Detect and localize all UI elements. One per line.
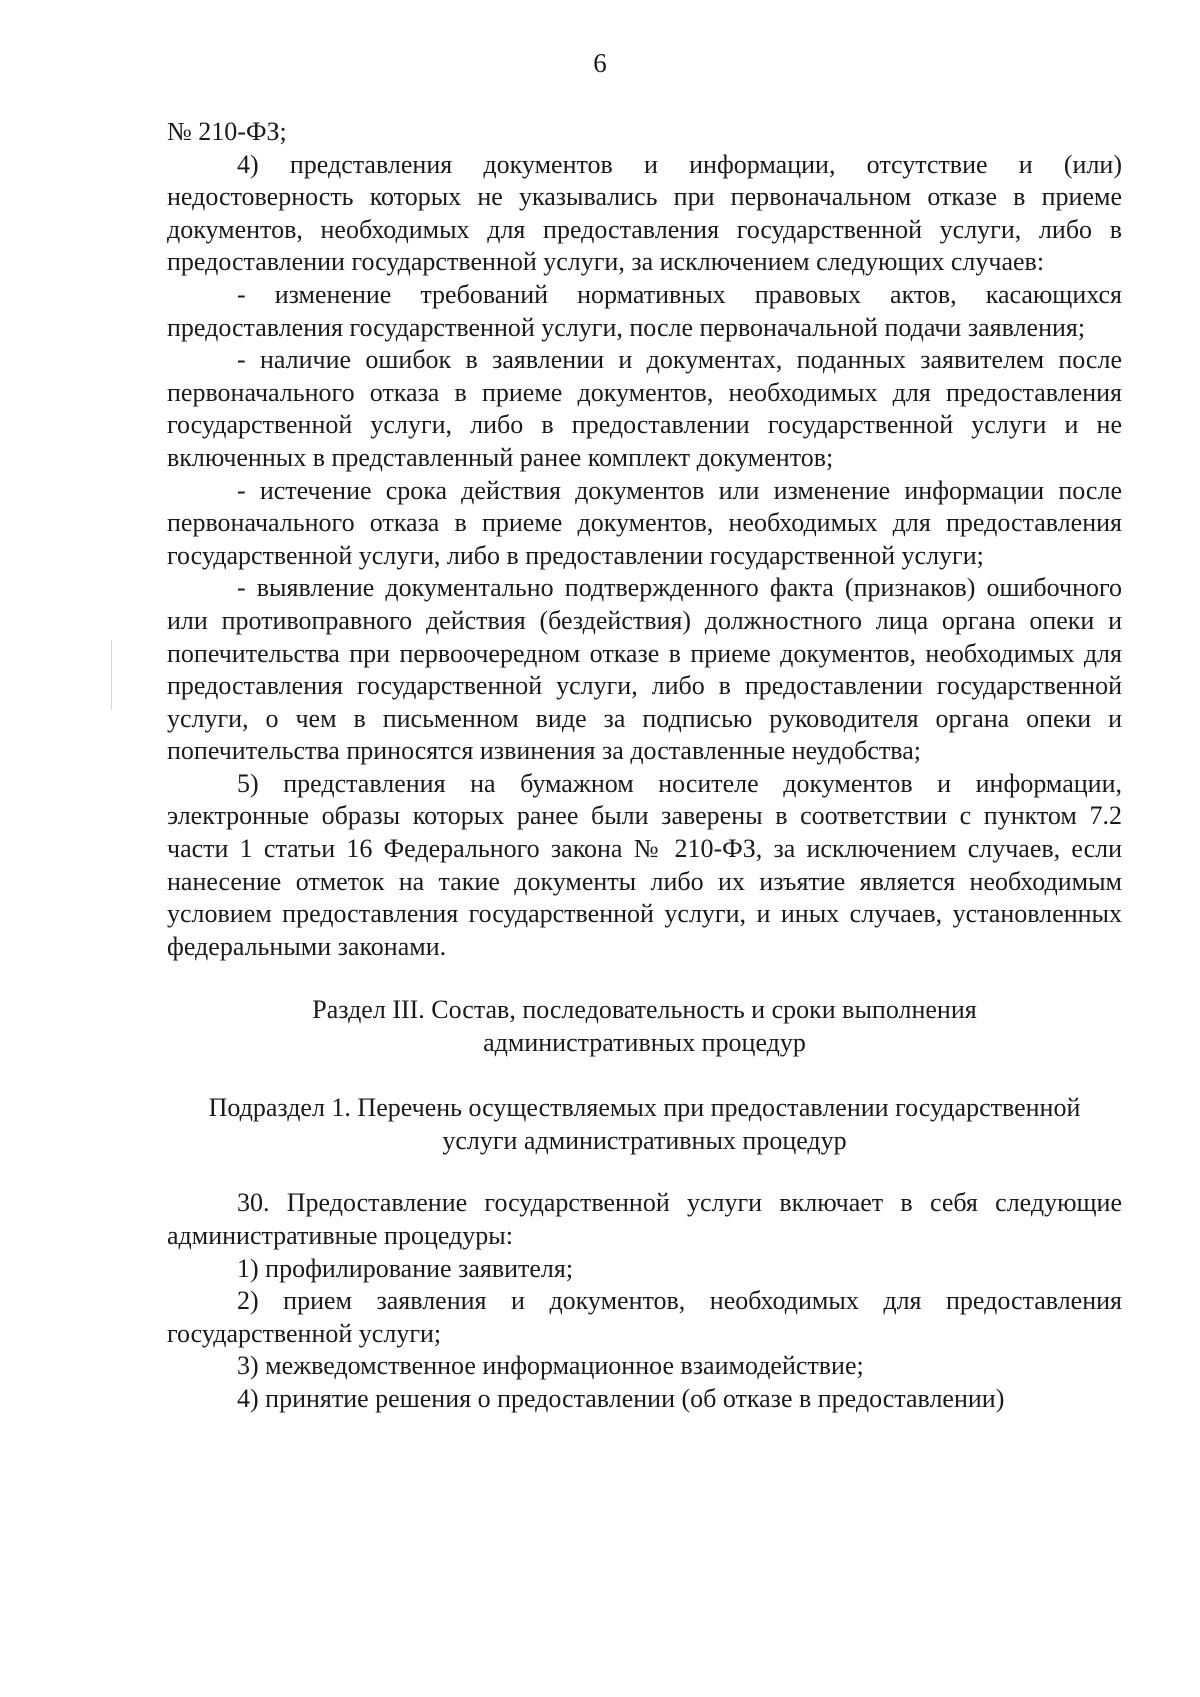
paragraph-case-errors: - наличие ошибок в заявлении и документах, поданных заявителем после первоначального отказа в приеме документов, необходимых для предоставления государственной услуги, либо в предоставлении государственной услуги и не включенных в представленный ранее комплект документов;	[167, 345, 1122, 472]
subsection-heading-line-1: Подраздел 1. Перечень осуществляемых при предоставлении государственной	[208, 1093, 1081, 1123]
paragraph-item-30: 30. Предоставление государственной услуги включает в себя следующие административные процедуры:	[167, 1188, 1122, 1251]
paragraph-case-requirements-change: - изменение требований нормативных правовых актов, касающихся предоставления государственной услуги, после первоначальной подачи заявления;	[167, 279, 1122, 342]
scan-margin-mark	[111, 640, 112, 710]
page-number: 6	[593, 48, 607, 78]
paragraph-item-4: 4) представления документов и информации, отсутствие и (или) недостоверность которых не указывались при первоначальном отказе в приеме документов, необходимых для предоставления государственной услуги, либо в предоставлении государственной услуги, за исключением следующих случаев:	[167, 149, 1122, 277]
procedure-item-2: 2) прием заявления и документов, необходимых для предоставления государственной услуги;	[167, 1286, 1122, 1348]
paragraph-case-official-error: - выявление документально подтвержденного факта (признаков) ошибочного или противоправного действия (бездействия) должностного лица органа опеки и попечительства при первоочередном отказе в приеме документов, необходимых для предоставления государственной услуги, либо в предоставлении государственной услуги, о чем в письменном виде за подписью руководителя органа опеки и попечительства приносятся извинения за доставленные неудобства;	[167, 573, 1122, 766]
procedure-item-3: 3) межведомственное информационное взаимодействие;	[237, 1351, 864, 1381]
procedure-item-4: 4) принятие решения о предоставлении (об отказе в предоставлении)	[237, 1384, 1005, 1413]
document-body	[167, 116, 1122, 1416]
subsection-heading	[167, 1091, 1122, 1157]
paragraph-case-expiration: - истечение срока действия документов или изменение информации после первоначального отказа в приеме документов, необходимых для предоставления государственной услуги, либо в предоставлении государственной услуги;	[167, 475, 1122, 570]
procedure-item-1: 1) профилирование заявителя;	[237, 1253, 574, 1283]
paragraph-item-5: 5) представления на бумажном носителе документов и информации, электронные образы которых ранее были заверены в соответствии с пунктом 7.2 части 1 статьи 16 Федерального закона № 210-ФЗ, за исключением случаев, если нанесение отметок на такие документы либо их изъятие является необходимым условием предоставления государственной услуги, и иных случаев, установленных федеральными законами.	[167, 768, 1122, 961]
subsection-heading-line-2: услуги административных процедур	[442, 1126, 847, 1156]
section-heading-line-1: Раздел III. Состав, последовательность и сроки выполнения	[312, 995, 977, 1025]
section-heading	[167, 993, 1122, 1059]
paragraph-law-reference: № 210-ФЗ;	[167, 117, 287, 146]
section-heading-line-2: административных процедур	[483, 1028, 806, 1058]
